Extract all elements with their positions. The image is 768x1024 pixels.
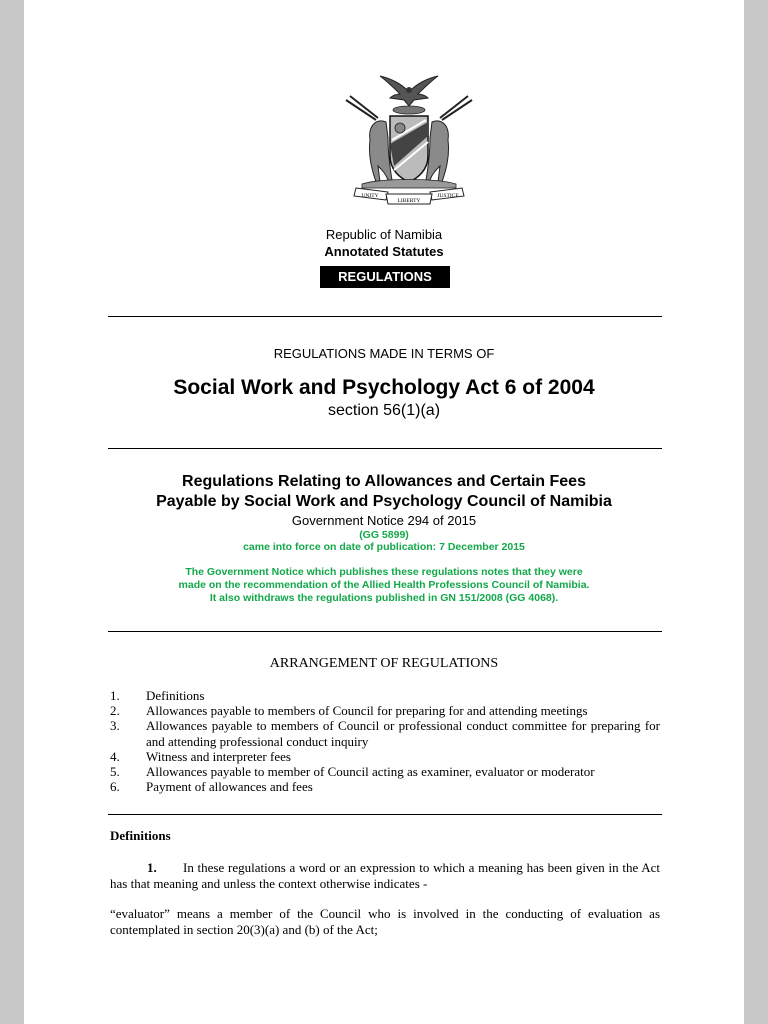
item-text: Allowances payable to members of Council for preparing for and attending meetings	[146, 703, 588, 719]
commencement-note: came into force on date of publication: 7 December 2015	[243, 541, 525, 553]
item-text: Definitions	[146, 688, 205, 703]
list-item	[110, 764, 660, 779]
item-number: 1.	[110, 688, 120, 703]
item-text: Allowances payable to members of Council or professional conduct committee for preparing for and attending professional conduct inquiry	[146, 718, 660, 749]
editorial-note-line2: made on the recommendation of the Allied Health Professions Council of Namibia.	[178, 579, 590, 591]
divider	[108, 448, 662, 449]
document-page	[24, 0, 744, 1024]
divider	[108, 316, 662, 317]
list-item	[110, 703, 660, 718]
government-notice: Government Notice 294 of 2015	[291, 513, 477, 528]
editorial-note-line1: The Government Notice which publishes these regulations notes that they were	[185, 566, 583, 578]
item-number: 4.	[110, 748, 120, 764]
item-number: 3.	[110, 718, 120, 734]
list-item	[110, 749, 660, 764]
item-number: 6.	[110, 779, 120, 795]
arrangement-heading: ARRANGEMENT OF REGULATIONS	[269, 656, 499, 671]
made-in-terms-label: REGULATIONS MADE IN TERMS OF	[273, 346, 495, 361]
republic-label: Republic of Namibia	[325, 227, 443, 242]
divider	[108, 814, 662, 815]
regulations-badge: REGULATIONS	[320, 266, 450, 288]
paragraph-1	[110, 860, 660, 892]
motto-justice: JUSTICE	[437, 193, 459, 199]
gazette-reference: (GG 5899)	[359, 529, 409, 541]
item-number: 2.	[110, 703, 120, 719]
arrangement-list	[110, 688, 660, 794]
motto-unity: UNITY	[361, 193, 379, 199]
definitions-heading: Definitions	[110, 828, 171, 843]
list-item	[110, 718, 660, 748]
paragraph-text: In these regulations a word or an expression to which a meaning has been given in the Act has that meaning and unless the context otherwise indicates -	[110, 860, 660, 891]
item-text: Witness and interpreter fees	[146, 748, 291, 764]
act-title: Social Work and Psychology Act 6 of 2004	[173, 376, 595, 399]
namibia-coat-of-arms-icon	[342, 70, 476, 212]
annotated-statutes-label: Annotated Statutes	[324, 244, 444, 259]
motto-liberty: LIBERTY	[397, 198, 421, 204]
item-number: 5.	[110, 764, 120, 780]
regulation-title-line2: Payable by Social Work and Psychology Council of Namibia	[156, 493, 612, 510]
item-text: Allowances payable to member of Council acting as examiner, evaluator or moderator	[146, 764, 595, 780]
divider	[108, 631, 662, 632]
list-item	[110, 779, 660, 794]
list-item	[110, 688, 660, 703]
paragraph-number: 1.	[147, 860, 157, 875]
regulation-title-line1: Regulations Relating to Allowances and Certain Fees	[182, 473, 586, 490]
definition-evaluator: “evaluator” means a member of the Council who is involved in the conducting of evaluation as contemplated in section 20(3)(a) and (b) of the Act;	[110, 906, 660, 937]
editorial-note-line3: It also withdraws the regulations published in GN 151/2008 (GG 4068).	[209, 592, 559, 604]
act-section: section 56(1)(a)	[327, 402, 441, 419]
item-text: Payment of allowances and fees	[146, 779, 313, 795]
